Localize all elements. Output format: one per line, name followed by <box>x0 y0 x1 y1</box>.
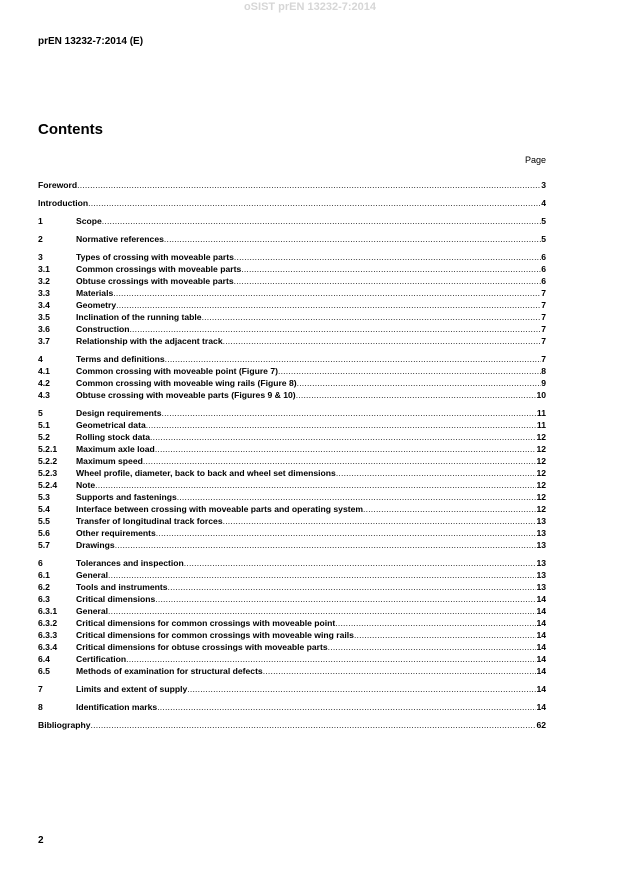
toc-entry-page: 11 <box>536 408 546 418</box>
toc-entry-title[interactable]: Drawings <box>76 540 115 550</box>
toc-entry[interactable] <box>38 491 546 503</box>
toc-entry-page: 14 <box>536 702 546 712</box>
toc-entry-page: 14 <box>536 666 546 676</box>
toc-entry[interactable] <box>38 215 546 227</box>
dot-leader <box>328 641 537 653</box>
toc-entry[interactable] <box>38 479 546 491</box>
dot-leader <box>155 593 536 605</box>
toc-entry-title[interactable]: Normative references <box>76 234 164 244</box>
toc-entry-title[interactable]: Note <box>76 480 96 490</box>
toc-entry-page: 62 <box>536 720 546 730</box>
toc-entry-number: 5 <box>38 408 43 418</box>
toc-entry-page: 14 <box>536 618 546 628</box>
dot-leader <box>296 389 537 401</box>
toc-entry-number: 3.2 <box>38 276 50 286</box>
dot-leader <box>177 491 537 503</box>
toc-entry-number: 5.2.4 <box>38 480 58 490</box>
toc-entry-page: 14 <box>536 684 546 694</box>
toc-entry-title[interactable]: Foreword <box>38 180 78 190</box>
toc-entry-page: 5 <box>541 234 546 244</box>
toc-entry[interactable] <box>38 407 546 419</box>
watermark: oSIST prEN 13232-7:2014 <box>243 1 377 13</box>
toc-entry-page: 14 <box>536 594 546 604</box>
toc-entry[interactable] <box>38 419 546 431</box>
toc-entry-page: 12 <box>536 444 546 454</box>
toc-entry[interactable] <box>38 323 546 335</box>
toc-entry-title[interactable]: Design requirements <box>76 408 162 418</box>
toc-entry-title[interactable]: Maximum speed <box>76 456 143 466</box>
toc-entry[interactable] <box>38 683 546 695</box>
toc-entry-title[interactable]: Relationship with the adjacent track <box>76 336 223 346</box>
toc-entry-number: 4 <box>38 354 43 364</box>
toc-entry[interactable] <box>38 527 546 539</box>
page-title: Contents <box>38 121 103 138</box>
dot-leader <box>263 665 537 677</box>
dot-leader <box>336 467 537 479</box>
toc-entry-page: 7 <box>541 312 546 322</box>
toc-entry-title[interactable]: Obtuse crossing with moveable parts (Figures 9 & 10) <box>76 390 296 400</box>
toc-entry-number: 3.4 <box>38 300 50 310</box>
toc-entry[interactable] <box>38 539 546 551</box>
toc-entry-number: 5.5 <box>38 516 50 526</box>
toc-entry-number: 6.3.2 <box>38 618 58 628</box>
toc-entry-number: 3.1 <box>38 264 50 274</box>
toc-entry-page: 13 <box>536 528 546 538</box>
toc-entry-title[interactable]: Limits and extent of supply <box>76 684 188 694</box>
dot-leader <box>164 233 541 245</box>
toc-entry-number: 6.3.1 <box>38 606 58 616</box>
dot-leader <box>354 629 537 641</box>
dot-leader <box>113 287 541 299</box>
toc-entry[interactable] <box>38 581 546 593</box>
dot-leader <box>297 377 542 389</box>
toc-entry-page: 12 <box>536 480 546 490</box>
toc-entry-page: 7 <box>541 300 546 310</box>
dot-leader <box>278 365 541 377</box>
toc-entry-title[interactable]: Critical dimensions <box>76 594 156 604</box>
toc-entry-number: 1 <box>38 216 43 226</box>
toc-entry-page: 10 <box>536 390 546 400</box>
toc-entry[interactable] <box>38 467 546 479</box>
toc-entry-title[interactable]: Methods of examination for structural defects <box>76 666 263 676</box>
toc-entry[interactable] <box>38 569 546 581</box>
dot-leader <box>146 419 537 431</box>
toc-entry-page: 13 <box>536 582 546 592</box>
toc-entry-title[interactable]: Tools and instruments <box>76 582 168 592</box>
toc-entry-number: 5.6 <box>38 528 50 538</box>
dot-leader <box>363 503 536 515</box>
toc-entry[interactable] <box>38 353 546 365</box>
toc-entry[interactable] <box>38 557 546 569</box>
dot-leader <box>157 701 536 713</box>
toc-entry-page: 13 <box>536 570 546 580</box>
toc-entry-page: 7 <box>541 354 546 364</box>
toc-entry-title[interactable]: Construction <box>76 324 130 334</box>
toc-entry-number: 8 <box>38 702 43 712</box>
toc-entry-page: 12 <box>536 468 546 478</box>
toc-entry-number: 3.5 <box>38 312 50 322</box>
toc-entry-page: 7 <box>541 336 546 346</box>
toc-entry-title[interactable]: Transfer of longitudinal track forces <box>76 516 223 526</box>
dot-leader <box>95 479 536 491</box>
toc-entry[interactable] <box>38 719 546 731</box>
toc-entry-number: 3 <box>38 252 43 262</box>
toc-entry-number: 5.2.2 <box>38 456 58 466</box>
toc-entry[interactable] <box>38 665 546 677</box>
toc-entry-page: 13 <box>536 540 546 550</box>
toc-entry-number: 4.3 <box>38 390 50 400</box>
toc-entry[interactable] <box>38 233 546 245</box>
toc-entry-number: 5.2.1 <box>38 444 58 454</box>
toc-entry-page: 3 <box>541 180 546 190</box>
toc-entry-title[interactable]: Introduction <box>38 198 89 208</box>
toc-entry-page: 6 <box>541 264 546 274</box>
toc-entry-title[interactable]: Certification <box>76 654 127 664</box>
page-column-label: Page <box>524 155 546 165</box>
toc-entry-page: 12 <box>536 504 546 514</box>
dot-leader <box>241 263 541 275</box>
page-number: 2 <box>38 835 44 846</box>
dot-leader <box>234 251 541 263</box>
dot-leader <box>155 443 537 455</box>
toc-entry-title[interactable]: Geometrical data <box>76 420 146 430</box>
toc-entry[interactable] <box>38 335 546 347</box>
dot-leader <box>129 323 541 335</box>
toc-entry-page: 12 <box>536 492 546 502</box>
dot-leader <box>143 455 537 467</box>
toc-entry-page: 14 <box>536 606 546 616</box>
dot-leader <box>202 311 542 323</box>
toc-entry-page: 9 <box>541 378 546 388</box>
toc-entry-page: 14 <box>536 642 546 652</box>
toc-entry-title[interactable]: Materials <box>76 288 114 298</box>
toc-entry-title[interactable]: Types of crossing with moveable parts <box>76 252 234 262</box>
toc-entry[interactable] <box>38 629 546 641</box>
toc-entry-number: 5.2 <box>38 432 50 442</box>
toc-entry-page: 7 <box>541 288 546 298</box>
toc-entry-title[interactable]: Inclination of the running table <box>76 312 202 322</box>
toc-entry-number: 6.3.3 <box>38 630 58 640</box>
toc-entry[interactable] <box>38 701 546 713</box>
dot-leader <box>116 299 541 311</box>
toc-entry-title[interactable]: Maximum axle load <box>76 444 155 454</box>
dot-leader <box>223 335 542 347</box>
toc-entry-number: 5.4 <box>38 504 50 514</box>
toc-entry[interactable] <box>38 503 546 515</box>
toc-entry-title[interactable]: Critical dimensions for common crossings with moveable point <box>76 618 336 628</box>
dot-leader <box>126 653 536 665</box>
toc-entry-number: 3.7 <box>38 336 50 346</box>
toc-entry[interactable] <box>38 365 546 377</box>
document-header: prEN 13232-7:2014 (E) <box>38 36 144 47</box>
toc-entry-number: 6.3.4 <box>38 642 58 652</box>
toc-entry[interactable] <box>38 377 546 389</box>
dot-leader <box>115 539 537 551</box>
toc-entry-title[interactable]: Common crossings with moveable parts <box>76 264 242 274</box>
toc-entry-page: 13 <box>536 558 546 568</box>
toc-entry-title[interactable]: Tolerances and inspection <box>76 558 184 568</box>
toc-entry[interactable] <box>38 605 546 617</box>
toc-entry[interactable] <box>38 263 546 275</box>
toc-entry[interactable] <box>38 197 546 209</box>
toc-entry-title[interactable]: Obtuse crossings with moveable parts <box>76 276 234 286</box>
dot-leader <box>150 431 536 443</box>
toc-entry-title[interactable]: Wheel profile, diameter, back to back and wheel set dimensions <box>76 468 336 478</box>
dot-leader <box>335 617 536 629</box>
toc-entry-number: 5.7 <box>38 540 50 550</box>
toc-entry-title[interactable]: Common crossing with moveable point (Figure 7) <box>76 366 278 376</box>
toc-entry-page: 13 <box>536 516 546 526</box>
toc-entry-page: 4 <box>541 198 546 208</box>
toc-entry-page: 6 <box>541 276 546 286</box>
dot-leader <box>91 719 537 731</box>
toc-entry-title[interactable]: Common crossing with moveable wing rails (Figure 8) <box>76 378 297 388</box>
toc-entry[interactable] <box>38 443 546 455</box>
toc-entry[interactable] <box>38 593 546 605</box>
toc-entry[interactable] <box>38 653 546 665</box>
toc-entry[interactable] <box>38 299 546 311</box>
toc-entry-number: 5.3 <box>38 492 50 502</box>
dot-leader <box>77 179 541 191</box>
toc-entry[interactable] <box>38 431 546 443</box>
toc-entry[interactable] <box>38 515 546 527</box>
toc-entry-number: 6.2 <box>38 582 50 592</box>
toc-entry[interactable] <box>38 287 546 299</box>
toc-entry-number: 6 <box>38 558 43 568</box>
toc-entry-number: 2 <box>38 234 43 244</box>
toc-entry-title[interactable]: Supports and fastenings <box>76 492 177 502</box>
toc-entry-page: 8 <box>541 366 546 376</box>
toc-entry-number: 4.2 <box>38 378 50 388</box>
toc-entry-title[interactable]: Other requirements <box>76 528 156 538</box>
dot-leader <box>187 683 536 695</box>
toc-entry-page: 14 <box>536 630 546 640</box>
toc-entry[interactable] <box>38 179 546 191</box>
toc-entry-title[interactable]: General <box>76 570 109 580</box>
toc-entry-number: 6.3 <box>38 594 50 604</box>
dot-leader <box>168 581 537 593</box>
toc-entry-title[interactable]: General <box>76 606 109 616</box>
toc-entry-page: 5 <box>541 216 546 226</box>
toc-entry-number: 6.1 <box>38 570 50 580</box>
dot-leader <box>88 197 541 209</box>
toc-entry-number: 6.5 <box>38 666 50 676</box>
toc-entry[interactable] <box>38 389 546 401</box>
dot-leader <box>108 605 536 617</box>
toc-entry-number: 4.1 <box>38 366 50 376</box>
dot-leader <box>184 557 537 569</box>
dot-leader <box>156 527 537 539</box>
toc-entry-title[interactable]: Identification marks <box>76 702 158 712</box>
dot-leader <box>223 515 537 527</box>
dot-leader <box>234 275 542 287</box>
toc-entry-page: 14 <box>536 654 546 664</box>
dot-leader <box>102 215 541 227</box>
toc-entry-page: 12 <box>536 456 546 466</box>
toc-entry-title[interactable]: Geometry <box>76 300 117 310</box>
toc-entry-page: 12 <box>536 432 546 442</box>
toc-entry-title[interactable]: Rolling stock data <box>76 432 151 442</box>
toc-entry-title[interactable]: Critical dimensions for common crossings with moveable wing rails <box>76 630 354 640</box>
toc-entry-title[interactable]: Bibliography <box>38 720 91 730</box>
toc-entry-page: 7 <box>541 324 546 334</box>
toc-entry-title[interactable]: Scope <box>76 216 102 226</box>
toc-entry-number: 3.6 <box>38 324 50 334</box>
toc-entry[interactable] <box>38 617 546 629</box>
toc-entry-title[interactable]: Terms and definitions <box>76 354 165 364</box>
dot-leader <box>108 569 536 581</box>
dot-leader <box>165 353 542 365</box>
toc-entry-page: 6 <box>541 252 546 262</box>
toc-entry-title[interactable]: Interface between crossing with moveable parts and operating system <box>76 504 364 514</box>
toc-entry[interactable] <box>38 455 546 467</box>
dot-leader <box>161 407 536 419</box>
toc-entry[interactable] <box>38 275 546 287</box>
toc-entry-number: 7 <box>38 684 43 694</box>
toc-entry-number: 5.2.3 <box>38 468 58 478</box>
toc-entry[interactable] <box>38 311 546 323</box>
toc-entry-number: 5.1 <box>38 420 50 430</box>
toc-entry-title[interactable]: Critical dimensions for obtuse crossings with moveable parts <box>76 642 328 652</box>
toc-entry[interactable] <box>38 251 546 263</box>
table-of-contents <box>38 179 546 731</box>
toc-entry-number: 6.4 <box>38 654 50 664</box>
toc-entry[interactable] <box>38 641 546 653</box>
toc-entry-page: 11 <box>536 420 546 430</box>
toc-entry-number: 3.3 <box>38 288 50 298</box>
